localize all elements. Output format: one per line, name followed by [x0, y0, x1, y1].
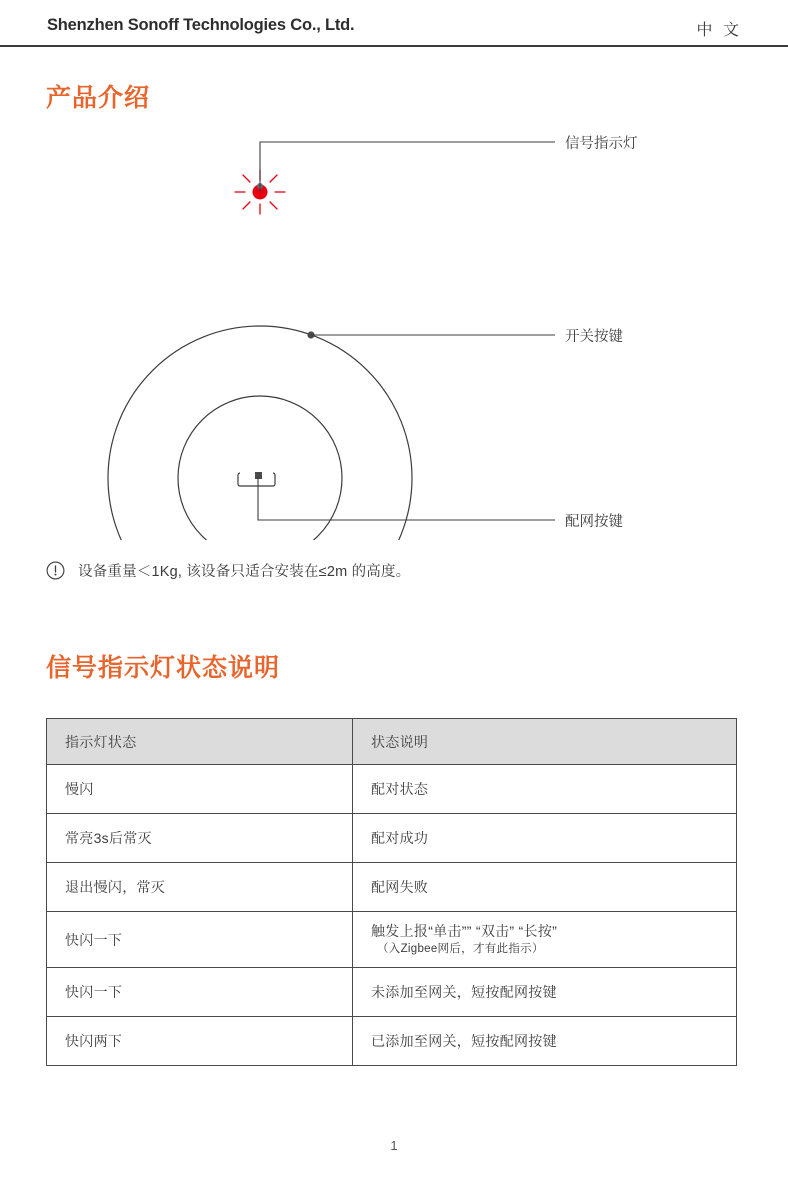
- table-row: [47, 765, 737, 814]
- leader-line-led: [260, 142, 555, 192]
- cell-desc: 配对成功: [353, 814, 737, 863]
- page-number: 1: [390, 1138, 398, 1153]
- product-diagram: [0, 120, 788, 540]
- column-header-state: 指示灯状态: [47, 719, 353, 765]
- callout-label-pairing-button: 配网按键: [565, 514, 623, 530]
- table-row: [47, 814, 737, 863]
- cell-desc-sub: （入Zigbee网后，才有此指示）: [377, 942, 544, 955]
- table-body: [47, 765, 737, 1066]
- leader-line-pairing: [258, 476, 555, 520]
- page-header: [0, 0, 788, 47]
- led-status-table: [46, 718, 737, 1066]
- device-outer-circle: [108, 326, 412, 540]
- cell-state: 退出慢闪，常灭: [47, 863, 353, 912]
- cell-desc: 已添加至网关，短按配网按键: [353, 1017, 737, 1066]
- cell-desc: 未添加至网关，短按配网按键: [353, 968, 737, 1017]
- table-header-row: [47, 719, 737, 765]
- callout-label-switch-button: 开关按键: [565, 329, 623, 345]
- cell-state: 快闪一下: [47, 912, 353, 968]
- cell-desc: [353, 912, 737, 968]
- column-header-desc: 状态说明: [353, 719, 737, 765]
- table-row: [47, 863, 737, 912]
- page-title-led-status: 信号指示灯状态说明: [46, 654, 281, 682]
- page-title-product-intro: 产品介绍: [46, 84, 151, 112]
- table-row: [47, 968, 737, 1017]
- cell-state: 快闪一下: [47, 968, 353, 1017]
- callout-label-led: 信号指示灯: [565, 136, 638, 152]
- exclamation-circle-icon: [46, 561, 65, 580]
- cell-state: 常亮3s后常灭: [47, 814, 353, 863]
- table-row: [47, 912, 737, 968]
- note-text: 设备重量＜1Kg, 该设备只适合安装在≤2m 的高度。: [78, 564, 411, 580]
- cell-desc: 配网失败: [353, 863, 737, 912]
- cell-desc: 配对状态: [353, 765, 737, 814]
- cell-state: 快闪两下: [47, 1017, 353, 1066]
- weight-height-note: [46, 560, 410, 581]
- table-row: [47, 1017, 737, 1066]
- cell-state: 慢闪: [47, 765, 353, 814]
- cell-desc-main: 触发上报“单击”” “双击” “长按”: [371, 923, 558, 939]
- language-switch[interactable]: 中 文: [696, 22, 742, 39]
- company-name: Shenzhen Sonoff Technologies Co., Ltd.: [47, 16, 355, 34]
